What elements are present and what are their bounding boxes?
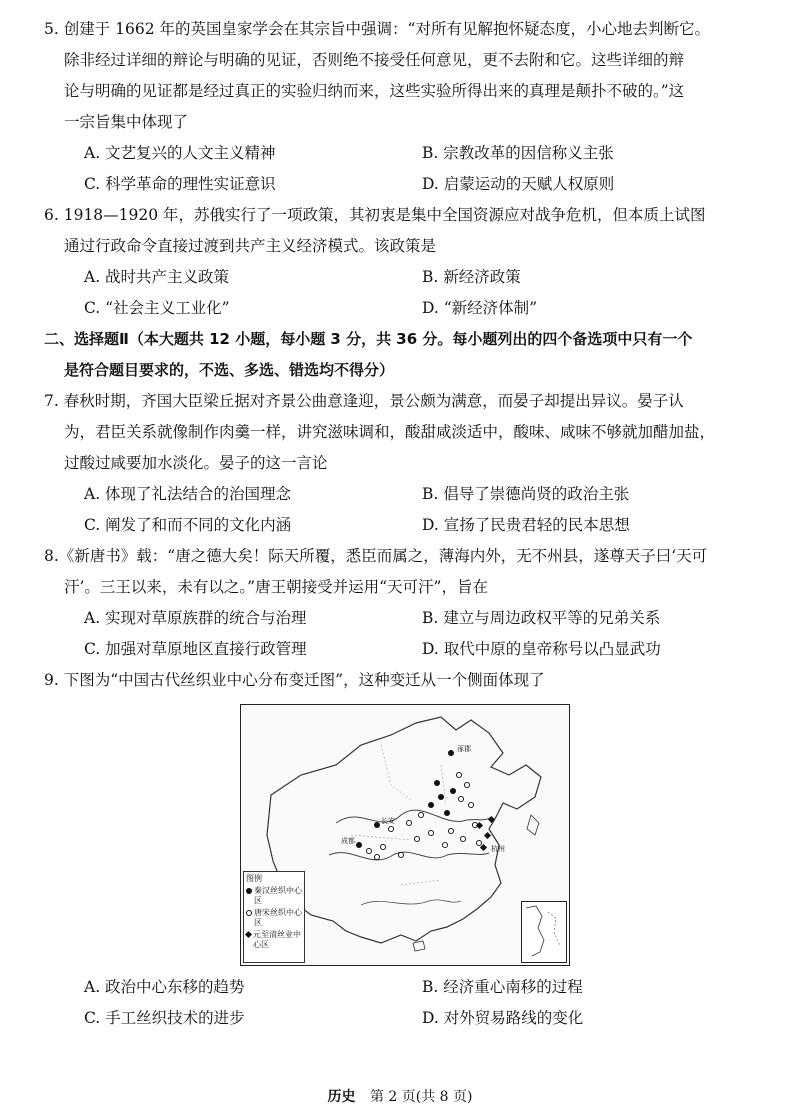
option-b[interactable]: B. 倡导了崇德尚贤的政治主张 [422,485,630,503]
question-line: 5. 创建于 1662 年的英国皇家学会在其宗旨中强调：“对所有见解抱怀疑态度，小心地去判断它。 [44,20,710,38]
question-line: 7. 春秋时期，齐国大臣梁丘据对齐景公曲意逢迎，景公颇为满意，而晏子却提出异议。晏子认 [44,392,684,410]
center-dot [388,826,393,831]
center-dot [456,772,461,777]
option-d[interactable]: D. 取代中原的皇帝称号以凸显武功 [422,640,661,658]
center-dot [428,802,434,808]
hainan-island [413,941,425,951]
option-b[interactable]: B. 经济重心南移的过程 [422,978,583,996]
option-d[interactable]: D. “新经济体制” [422,299,538,317]
map-legend [243,871,305,963]
section-heading-line: 二、选择题Ⅱ（本大题共 12 小题，每小题 3 分，共 36 分。每小题列出的四个备选项中只有一个 [44,330,693,348]
option-a[interactable]: A. 战时共产主义政策 [84,268,230,286]
option-b[interactable]: B. 建立与周边政权平等的兄弟关系 [422,609,661,627]
question-line: 论与明确的见证都是经过真正的实验归纳而来，这些实验所得出来的真理是颠扑不破的。”这 [64,82,685,100]
center-dot [450,788,456,794]
center-dot [356,842,362,848]
section-heading-line: 是符合题目要求的，不选、多选、错选均不得分） [64,361,395,379]
question-line: 8.《新唐书》载：“唐之德大矣！际天所覆，悉臣而属之，薄海内外，无不州县，遂尊天子曰‘天可 [44,547,708,565]
city-label: 杭州 [491,845,505,853]
center-dot [414,836,419,841]
center-dot [442,842,447,847]
question-line: 过酸过咸要加水淡化。晏子的这一言论 [64,454,328,472]
question-7 [44,386,760,541]
inset-map [522,902,564,960]
question-9 [44,665,760,1034]
legend-item [246,886,302,906]
center-dot [448,828,453,833]
qin-han-centers [356,750,456,848]
option-b[interactable]: B. 宗教改革的因信称义主张 [422,144,614,162]
legend-title: 图例 [246,874,262,883]
center-dot [448,750,454,756]
option-d[interactable]: D. 启蒙运动的天赋人权原则 [422,175,615,193]
hollow-dot-icon [246,910,252,916]
city-label: 涿郡 [457,745,471,753]
option-row [44,138,760,169]
question-line: 一宗旨集中体现了 [64,113,189,131]
center-dot [476,840,481,845]
legend-label: 元至清丝业中心区 [253,930,301,949]
option-a[interactable]: A. 文艺复兴的人文主义精神 [84,144,276,162]
option-a[interactable]: A. 实现对草原族群的统合与治理 [84,609,307,627]
legend-item [246,930,302,950]
question-line: 9. 下图为“中国古代丝织业中心分布变迁图”，这种变迁从一个侧面体现了 [44,671,545,689]
option-row [44,479,760,510]
question-8 [44,541,760,665]
center-dot [434,780,440,786]
yellow-river [336,810,491,823]
question-line: 6. 1918—1920 年，苏俄实行了一项政策，其初衷是集中全国资源应对战争危机，但本质上试图 [44,206,706,224]
option-c[interactable]: C. 加强对草原地区直接行政管理 [84,640,307,658]
option-a[interactable]: A. 政治中心东移的趋势 [84,978,245,996]
option-b[interactable]: B. 新经济政策 [422,268,521,286]
coastline [267,717,541,943]
option-row [44,293,760,324]
option-row [44,510,760,541]
center-dot [438,794,444,800]
center-dot [460,836,465,841]
option-d[interactable]: D. 宣扬了民贵君轻的民本思想 [422,516,630,534]
footer-subject: 历史 [327,1089,356,1105]
option-a[interactable]: A. 体现了礼法结合的治国理念 [84,485,292,503]
option-row [44,603,760,634]
center-dot [464,782,469,787]
center-dot [418,812,423,817]
city-label: 长安 [381,817,395,825]
tang-song-centers [366,772,481,859]
footer-page-number: 第 2 页(共 8 页) [369,1089,473,1105]
option-row [44,972,760,1003]
center-dot [374,822,380,828]
yangtze-river [329,852,489,860]
question-line: 汗’。三王以来，未有以之。”唐王朝接受并运用“天可汗”，旨在 [64,578,488,596]
legend-item [246,908,302,928]
center-dot [444,810,450,816]
section-2-heading [44,324,760,386]
question-line: 为，君臣关系就像制作肉羹一样，讲究滋味调和，酸甜咸淡适中，酸味、咸味不够就加醋加盐， [64,423,716,441]
center-dot [398,852,403,857]
center-dot [468,802,473,807]
option-d[interactable]: D. 对外贸易路线的变化 [422,1009,584,1027]
option-c[interactable]: C. 阐发了和而不同的文化内涵 [84,516,292,534]
question-line: 除非经过详细的辩论与明确的见证，否则绝不接受任何意见，更不去附和它。这些详细的辩 [64,51,685,69]
center-dot [458,796,463,801]
city-label: 成都 [341,837,355,845]
page-footer [0,1086,800,1106]
filled-dot-icon [246,888,252,894]
center-dot [380,844,385,849]
question-5 [44,14,760,200]
south-china-sea-inset [521,901,567,963]
province-borders [351,745,446,885]
center-dot [428,830,433,835]
option-row [44,634,760,665]
diamond-icon [245,931,252,938]
legend-label: 秦汉丝织中心区 [254,886,302,905]
island [527,815,539,835]
option-c[interactable]: C. 科学革命的理性实证意识 [84,175,276,193]
question-line: 通过行政命令直接过渡到共产主义经济模式。该政策是 [64,237,437,255]
pearl-river [361,900,461,905]
center-dot [406,820,411,825]
option-row [44,1003,760,1034]
center-dot [374,854,379,859]
center-dot [484,832,491,839]
legend-label: 唐宋丝织中心区 [254,908,302,927]
silk-center-map [240,704,570,966]
option-c[interactable]: C. “社会主义工业化” [84,299,230,317]
center-dot [366,848,371,853]
option-row [44,262,760,293]
question-6 [44,200,760,324]
option-c[interactable]: C. 手工丝织技术的进步 [84,1009,245,1027]
center-dot [488,816,495,823]
option-row [44,169,760,200]
